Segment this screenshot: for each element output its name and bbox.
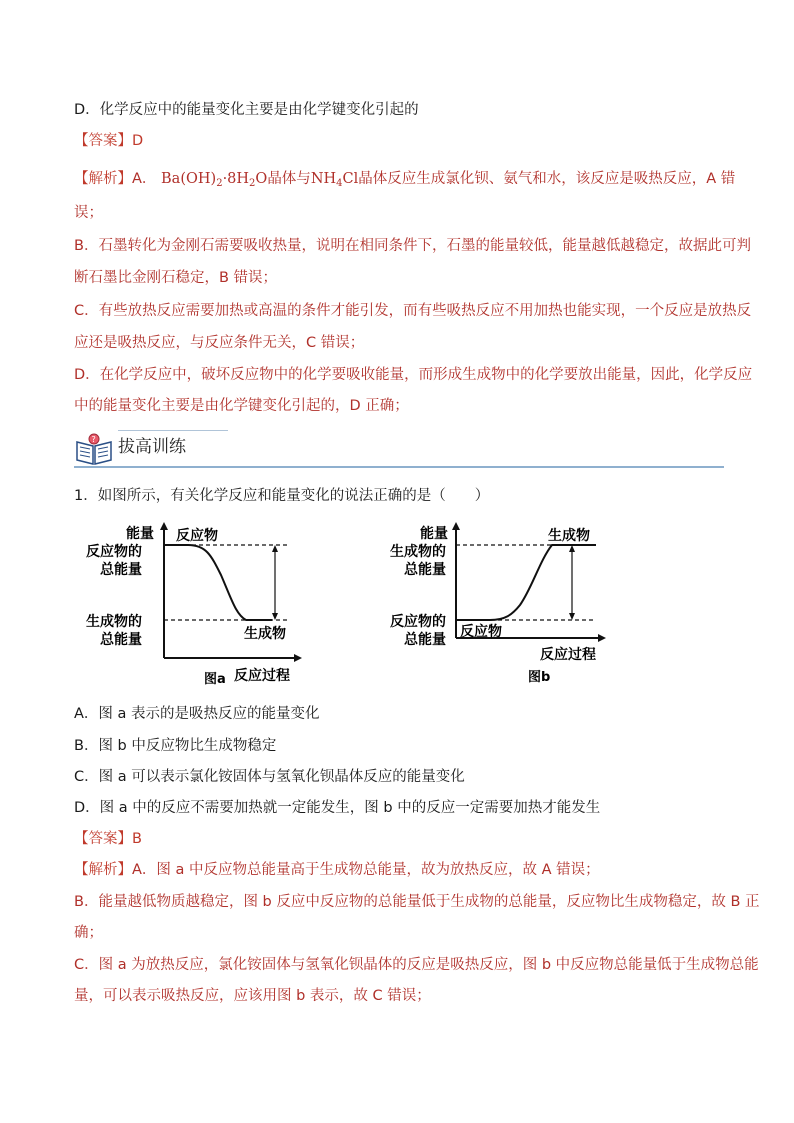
question-1-analysis-c-line2: 量，可以表示吸热反应，应该用图 b 表示，故 C 错误； <box>74 988 431 1004</box>
reactant-total-label-2: 总能量 <box>100 562 142 578</box>
analysis-a-mid: 晶体与 <box>267 171 311 187</box>
x-axis-arrow <box>294 654 302 662</box>
question-1-option-a: A．图 a 表示的是吸热反应的能量变化 <box>74 706 320 722</box>
question-1-analysis-a <box>74 860 724 880</box>
prev-analysis-c-line1: C．有些放热反应需要加热或高温的条件才能引发，而有些吸热反应不用加热也能实现，一个反应是放热反 <box>74 303 752 319</box>
reactant-total-label-1: 反应物的 <box>390 614 446 630</box>
prev-analysis-d-line2: 中的能量变化主要是由化学键变化引起的，D 正确； <box>74 398 409 414</box>
question-1-answer <box>74 829 724 849</box>
section-title: 拔高训练 <box>118 437 186 457</box>
answer-label: 【答案】 <box>74 831 132 847</box>
answer-label: 【答案】 <box>74 133 132 149</box>
question-1-analysis-b-line2: 确； <box>74 925 103 941</box>
reactant-total-label-1: 反应物的 <box>86 544 142 560</box>
prev-analysis-a <box>74 169 736 194</box>
analysis-a-rest: 晶体反应生成氯化钡、氨气和水，该反应是吸热反应，A 错 <box>358 171 736 187</box>
figure-a-caption: 图a <box>204 672 226 687</box>
book-icon <box>74 432 114 466</box>
header-top-rule <box>118 430 228 431</box>
section-header <box>74 430 724 470</box>
energy-curve <box>456 545 596 620</box>
product-label: 生成物 <box>548 528 590 544</box>
figure-a <box>76 520 306 690</box>
prev-analysis-b-line2: 断石墨比金刚石稳定，B 错误； <box>74 270 278 286</box>
prev-analysis-d-line1: D．在化学反应中，破坏反应物中的化学要吸收能量，而形成生成物中的化学要放出能量，因此，化学反应 <box>74 367 753 383</box>
figure-b-caption: 图b <box>528 670 551 685</box>
reactant-label: 反应物 <box>176 528 218 544</box>
y-axis-arrow <box>160 522 168 530</box>
product-total-label-1: 生成物的 <box>390 544 446 560</box>
figure-b <box>380 520 610 690</box>
question-1-stem: 1．如图所示，有关化学反应和能量变化的说法正确的是（ ） <box>74 488 490 504</box>
question-1-option-c: C．图 a 可以表示氯化铵固体与氢氧化钡晶体反应的能量变化 <box>74 769 465 785</box>
prev-answer <box>74 131 724 151</box>
product-total-label-2: 总能量 <box>100 632 142 648</box>
y-axis-arrow <box>452 522 460 530</box>
product-label: 生成物 <box>244 626 286 642</box>
answer-value: B <box>132 831 142 847</box>
y-axis-label: 能量 <box>126 526 154 542</box>
question-1-analysis-c-line1: C．图 a 为放热反应，氯化铵固体与氢氧化钡晶体的反应是吸热反应，图 b 中反应物总能量低于生成物总能 <box>74 957 759 973</box>
x-axis-label: 反应过程 <box>234 668 290 684</box>
question-1-option-b: B．图 b 中反应物比生成物稳定 <box>74 738 277 754</box>
formula-ammonium-chloride: $NH_4Cl$ <box>310 171 359 189</box>
header-divider <box>74 466 724 468</box>
prev-analysis-b-line1: B．石墨转化为金刚石需要吸收热量，说明在相同条件下，石墨的能量较低，能量越低越稳定，故据此可判 <box>74 238 751 254</box>
analysis-label: 【解析】 <box>74 171 132 187</box>
question-1-analysis-b-line1: B．能量越低物质越稳定，图 b 反应中反应物的总能量低于生成物的总能量，反应物比生成物稳定，故 B 正 <box>74 894 760 910</box>
analysis-a-prefix: A． <box>132 171 157 187</box>
energy-curve <box>164 545 272 620</box>
reactant-label: 反应物 <box>460 624 502 640</box>
product-total-label-2: 总能量 <box>404 562 446 578</box>
analysis-label: 【解析】 <box>74 862 132 878</box>
prev-analysis-a-line2: 误； <box>74 205 103 221</box>
svg-text:?: ? <box>91 435 96 444</box>
x-axis-arrow <box>598 634 606 642</box>
y-axis-label: 能量 <box>420 526 448 542</box>
analysis-a-text: A．图 a 中反应物总能量高于生成物总能量，故为放热反应，故 A 错误； <box>132 862 600 878</box>
formula-barium-hydroxide: $Ba(OH)_2\cdot 8H_2O$ <box>161 171 268 189</box>
prev-analysis-c-line2: 应还是吸热反应，与反应条件无关，C 错误； <box>74 335 365 351</box>
reactant-total-label-2: 总能量 <box>404 632 446 648</box>
x-axis-label: 反应过程 <box>540 647 596 663</box>
answer-value: D <box>132 133 144 149</box>
prev-option-d: D．化学反应中的能量变化主要是由化学键变化引起的 <box>74 102 419 118</box>
question-1-option-d: D．图 a 中的反应不需要加热就一定能发生，图 b 中的反应一定需要加热才能发生 <box>74 800 601 816</box>
product-total-label-1: 生成物的 <box>86 614 142 630</box>
